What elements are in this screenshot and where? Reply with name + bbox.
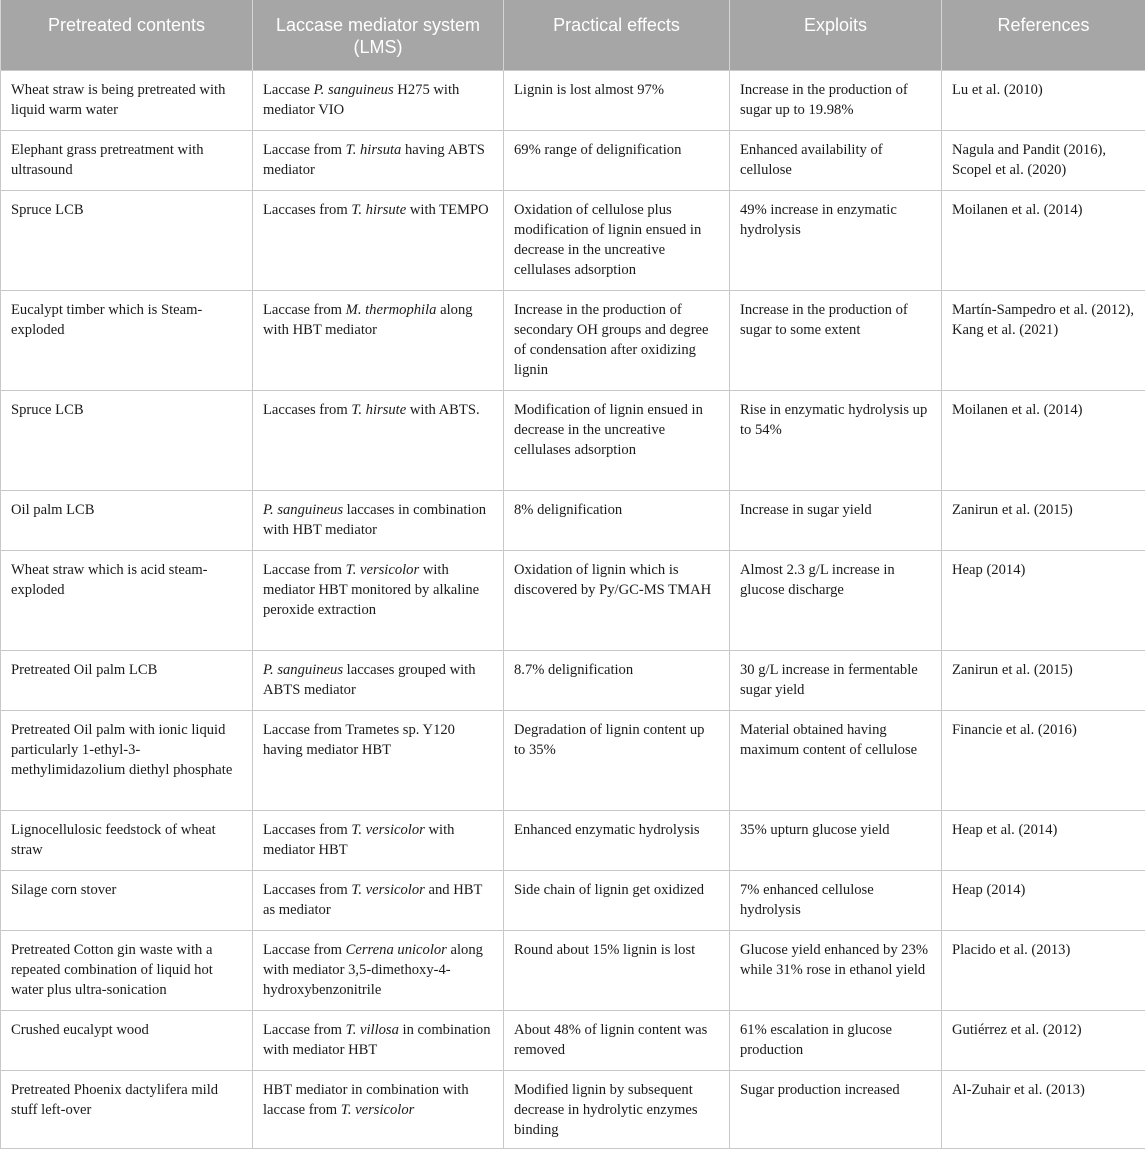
cell-reference: Heap (2014) (942, 871, 1145, 931)
cell-reference: Gutiérrez et al. (2012) (942, 1011, 1145, 1071)
cell-lms (253, 71, 504, 131)
cell-lms (253, 711, 504, 811)
cell-reference: Lu et al. (2010) (942, 71, 1145, 131)
cell-content: Oil palm LCB (1, 491, 253, 551)
cell-content: Wheat straw is being pretreated with liquid warm water (1, 71, 253, 131)
cell-exploit: Rise in enzymatic hydrolysis up to 54% (730, 391, 942, 491)
table-row (1, 871, 1145, 931)
cell-effect: Round about 15% lignin is lost (504, 931, 730, 1011)
cell-effect: Enhanced enzymatic hydrolysis (504, 811, 730, 871)
lms-text-pre: Laccase from (263, 942, 346, 958)
cell-effect: Side chain of lignin get oxidized (504, 871, 730, 931)
cell-content: Pretreated Oil palm with ionic liquid particularly 1-ethyl-3-methylimidazolium diethyl phosphate (1, 711, 253, 811)
cell-exploit: 49% increase in enzymatic hydrolysis (730, 191, 942, 291)
lms-species: T. versicolor (351, 882, 425, 898)
cell-exploit: Material obtained having maximum content of cellulose (730, 711, 942, 811)
table-row (1, 1071, 1145, 1149)
cell-exploit: 7% enhanced cellulose hydrolysis (730, 871, 942, 931)
cell-lms (253, 1011, 504, 1071)
lms-species: P. sanguineus (263, 662, 343, 678)
lms-text-post: with mediator HBT monitored by alkaline peroxide extraction (263, 562, 479, 618)
cell-effect: 8.7% delignification (504, 651, 730, 711)
lms-text-post: laccases grouped with ABTS mediator (263, 662, 476, 698)
cell-exploit: 61% escalation in glucose production (730, 1011, 942, 1071)
cell-exploit: Increase in the production of sugar to some extent (730, 291, 942, 391)
lms-text-post: H275 with mediator VIO (263, 82, 459, 118)
cell-content: Crushed eucalypt wood (1, 1011, 253, 1071)
cell-exploit: Glucose yield enhanced by 23% while 31% rose in ethanol yield (730, 931, 942, 1011)
cell-exploit: Sugar production increased (730, 1071, 942, 1149)
lms-text-post: having ABTS mediator (263, 142, 485, 178)
lms-text-pre: Laccases from (263, 402, 351, 418)
cell-effect: Increase in the production of secondary OH groups and degree of condensation after oxidizing lignin (504, 291, 730, 391)
cell-reference: Moilanen et al. (2014) (942, 191, 1145, 291)
cell-exploit: 30 g/L increase in fermentable sugar yield (730, 651, 942, 711)
cell-content: Spruce LCB (1, 191, 253, 291)
lms-species: P. sanguineus (263, 502, 343, 518)
cell-effect: Oxidation of lignin which is discovered by Py/GC-MS TMAH (504, 551, 730, 651)
table-row (1, 391, 1145, 491)
lms-species: T. hirsute (351, 202, 406, 218)
cell-exploit: Enhanced availability of cellulose (730, 131, 942, 191)
lms-text-pre: Laccase from (263, 1022, 346, 1038)
cell-reference: Placido et al. (2013) (942, 931, 1145, 1011)
cell-effect: Modification of lignin ensued in decrease in the uncreative cellulases adsorption (504, 391, 730, 491)
table-row (1, 931, 1145, 1011)
cell-content: Lignocellulosic feedstock of wheat straw (1, 811, 253, 871)
cell-effect: About 48% of lignin content was removed (504, 1011, 730, 1071)
cell-lms (253, 551, 504, 651)
lms-text-pre: Laccase from Trametes sp. Y120 having mediator HBT (263, 722, 455, 758)
lms-species: T. villosa (346, 1022, 399, 1038)
cell-content: Elephant grass pretreatment with ultrasound (1, 131, 253, 191)
lms-species: T. versicolor (341, 1102, 415, 1118)
cell-reference: Zanirun et al. (2015) (942, 491, 1145, 551)
cell-reference: Martín-Sampedro et al. (2012), Kang et al. (2021) (942, 291, 1145, 391)
lms-text-post: with mediator HBT (263, 822, 454, 858)
header-row (1, 0, 1145, 71)
table-row (1, 711, 1145, 811)
table-row (1, 291, 1145, 391)
cell-content: Eucalypt timber which is Steam-exploded (1, 291, 253, 391)
lms-text-pre: HBT mediator in combination with laccase from (263, 1082, 469, 1118)
lms-text-post: along with HBT mediator (263, 302, 473, 338)
table-row (1, 131, 1145, 191)
cell-effect: 8% delignification (504, 491, 730, 551)
cell-lms (253, 1071, 504, 1149)
lms-text-post: with TEMPO (406, 202, 488, 218)
lms-text-post: in combination with mediator HBT (263, 1022, 491, 1058)
table-row (1, 491, 1145, 551)
lms-text-pre: Laccase from (263, 302, 346, 318)
cell-reference: Zanirun et al. (2015) (942, 651, 1145, 711)
cell-exploit: Increase in the production of sugar up to 19.98% (730, 71, 942, 131)
cell-reference: Al-Zuhair et al. (2013) (942, 1071, 1145, 1149)
cell-reference: Financie et al. (2016) (942, 711, 1145, 811)
cell-effect: Modified lignin by subsequent decrease in hydrolytic enzymes binding (504, 1071, 730, 1149)
cell-content: Pretreated Oil palm LCB (1, 651, 253, 711)
table-row (1, 191, 1145, 291)
lms-text-pre: Laccases from (263, 202, 351, 218)
cell-exploit: Increase in sugar yield (730, 491, 942, 551)
cell-exploit: 35% upturn glucose yield (730, 811, 942, 871)
cell-reference: Heap (2014) (942, 551, 1145, 651)
cell-lms (253, 811, 504, 871)
cell-reference: Moilanen et al. (2014) (942, 391, 1145, 491)
table-row (1, 551, 1145, 651)
lms-text-pre: Laccase (263, 82, 314, 98)
cell-effect: 69% range of delignification (504, 131, 730, 191)
cell-lms (253, 391, 504, 491)
cell-lms (253, 931, 504, 1011)
table-row (1, 1011, 1145, 1071)
lms-text-post: and HBT as mediator (263, 882, 482, 918)
lms-species: T. hirsute (351, 402, 406, 418)
lms-text-pre: Laccases from (263, 882, 351, 898)
table-row (1, 71, 1145, 131)
lms-text-pre: Laccase from (263, 562, 346, 578)
lms-species: Cerrena unicolor (346, 942, 447, 958)
cell-reference: Heap et al. (2014) (942, 811, 1145, 871)
lms-species: M. thermophila (346, 302, 437, 318)
lms-species: T. versicolor (346, 562, 420, 578)
lms-text-post: along with mediator 3,5-dimethoxy-4-hydroxybenzonitrile (263, 942, 483, 998)
header-practical-effects: Practical effects (504, 0, 730, 71)
cell-effect: Degradation of lignin content up to 35% (504, 711, 730, 811)
lms-text-post: with ABTS. (406, 402, 479, 418)
cell-reference: Nagula and Pandit (2016), Scopel et al. (2020) (942, 131, 1145, 191)
table-row (1, 651, 1145, 711)
cell-exploit: Almost 2.3 g/L increase in glucose discharge (730, 551, 942, 651)
cell-lms (253, 651, 504, 711)
header-pretreated-contents: Pretreated contents (1, 0, 253, 71)
cell-lms (253, 291, 504, 391)
table-row (1, 811, 1145, 871)
cell-content: Pretreated Phoenix dactylifera mild stuff left-over (1, 1071, 253, 1149)
lms-text-post: laccases in combination with HBT mediator (263, 502, 486, 538)
cell-content: Wheat straw which is acid steam-exploded (1, 551, 253, 651)
cell-content: Spruce LCB (1, 391, 253, 491)
lms-species: T. versicolor (351, 822, 425, 838)
header-exploits: Exploits (730, 0, 942, 71)
lms-text-pre: Laccase from (263, 142, 346, 158)
lms-text-pre: Laccases from (263, 822, 351, 838)
cell-effect: Oxidation of cellulose plus modification of lignin ensued in decrease in the uncreative cellulases adsorption (504, 191, 730, 291)
cell-content: Silage corn stover (1, 871, 253, 931)
cell-lms (253, 131, 504, 191)
cell-content: Pretreated Cotton gin waste with a repeated combination of liquid hot water plus ultra-sonication (1, 931, 253, 1011)
cell-lms (253, 491, 504, 551)
header-references: References (942, 0, 1145, 71)
header-lms: Laccase mediator system (LMS) (253, 0, 504, 71)
cell-lms (253, 191, 504, 291)
lms-species: T. hirsuta (346, 142, 402, 158)
cell-effect: Lignin is lost almost 97% (504, 71, 730, 131)
lms-species: P. sanguineus (314, 82, 394, 98)
cell-lms (253, 871, 504, 931)
